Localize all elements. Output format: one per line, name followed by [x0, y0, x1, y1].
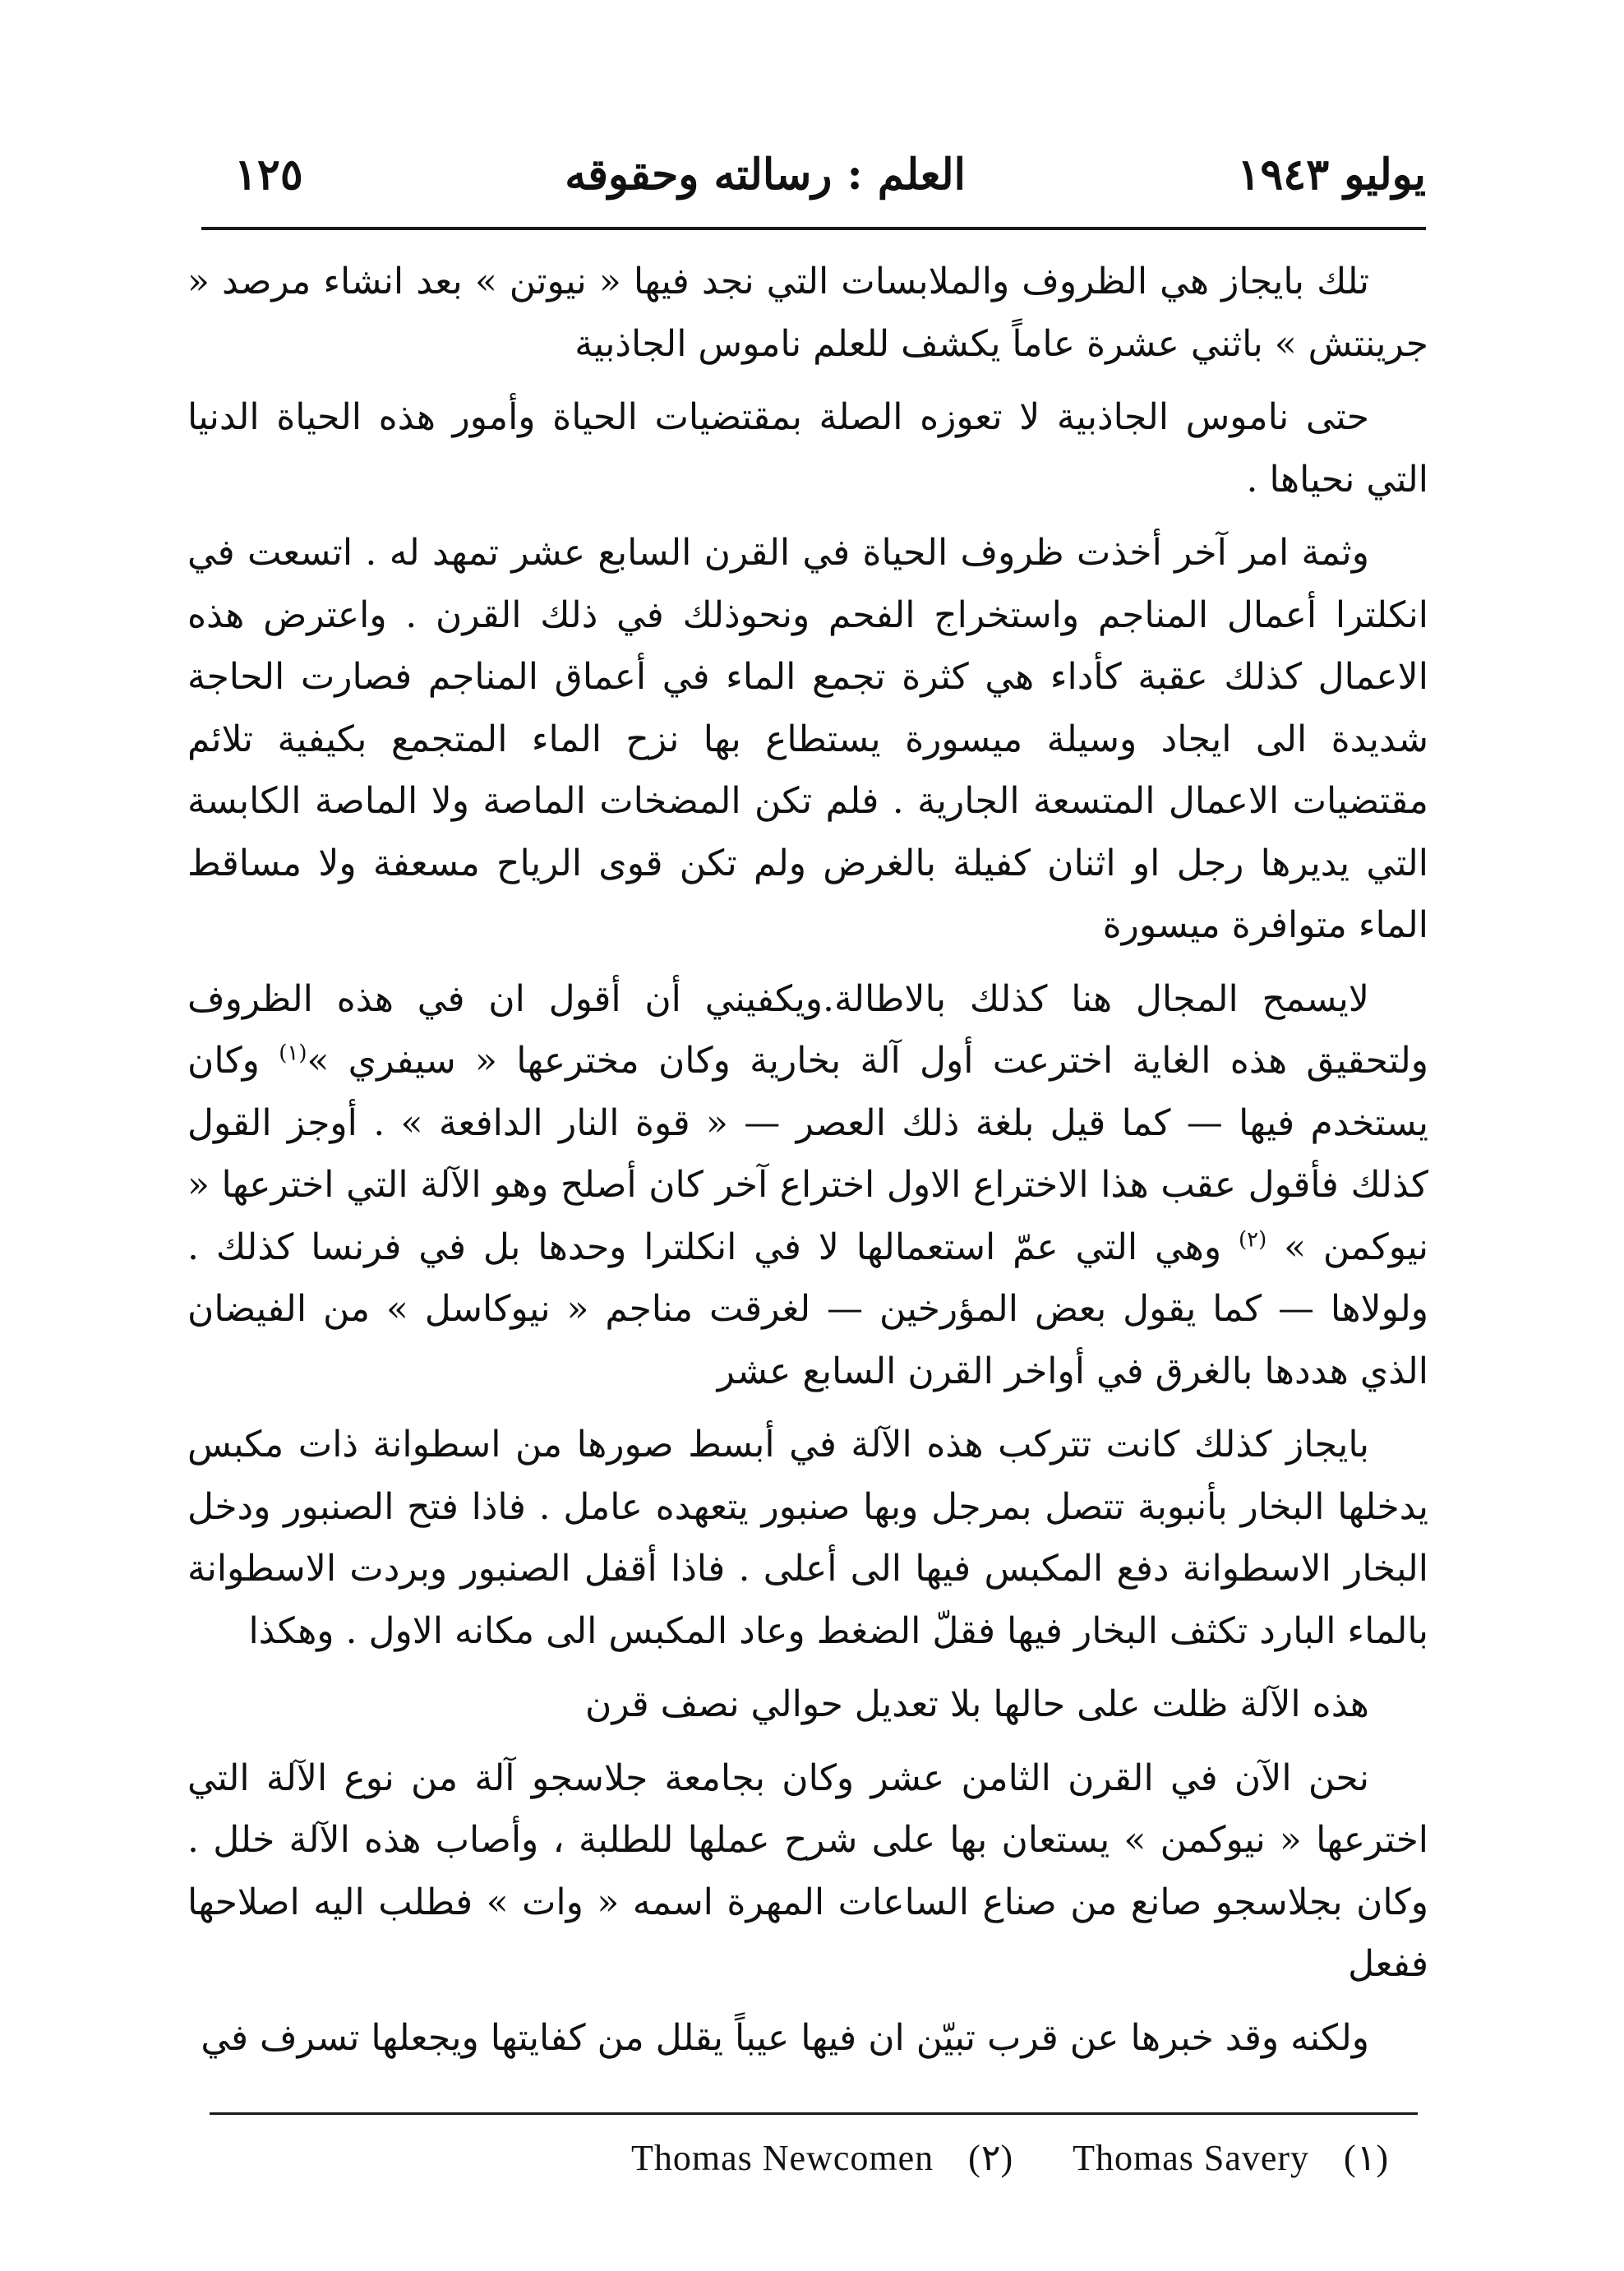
article-body — [187, 251, 1428, 2080]
paragraph: وثمة امر آخر أخذت ظروف الحياة في القرن السابع عشر تمهد له . اتسعت في انكلترا أعمال المناجم واستخراج الفحم ونحوذلك في ذلك القرن . واعترض هذه الاعمال كذلك عقبة كأداء هي كثرة تجمع الماء في أعماق المناجم فصارت الحاجة شديدة الى ايجاد وسيلة ميسورة يستطاع بها نزح الماء المتجمع بكيفية تلائم مقتضيات الاعمال المتسعة الجارية . فلم تكن المضخات الماصة ولا الماصة الكابسة التي يديرها رجل او اثنان كفيلة بالغرض ولم تكن قوى الرياح مسعفة ولا مساقط الماء متوافرة ميسورة — [187, 532, 1428, 946]
page-header — [201, 138, 1426, 212]
paragraph-part: وكان يستخدم فيها — كما قيل بلغة ذلك العصر — « قوة النار الدافعة » . أوجز القول كذلك فأقول عقب هذا الاختراع الاول اختراع آخر كان أصلح وهو الآلة التي اخترعها « نيوكمن » — [187, 1040, 1428, 1268]
paragraph-with-footnotes — [187, 968, 1428, 1403]
header-title: العلم : رسالته وحقوقه — [565, 150, 966, 200]
header-rule — [201, 227, 1426, 230]
paragraph-part: وهي التي عمّ استعمالها لا في انكلترا وحدها بل في فرنسا كذلك . ولولاها — كما يقول بعض المؤرخين — لغرقت مناجم « نيوكاسل » من الفيضان الذي هددها بالغرق في أواخر القرن السابع عشر — [187, 1226, 1428, 1392]
footnote-ref-2: (٢) — [1238, 1226, 1267, 1252]
footnote-1 — [1048, 2138, 1389, 2178]
footnote-2-label: (٢) — [968, 2138, 1014, 2178]
footnote-ref-1: (١) — [279, 1041, 307, 1066]
paragraph: نحن الآن في القرن الثامن عشر وكان بجامعة جلاسجو آلة من نوع الآلة التي اخترعها « نيوكمن » يستعان بها على شرح عملها للطلبة ، وأصاب هذه الآلة خلل . وكان بجلاسجو صانع من صناع الساعات المهرة اسمه « وات » فطلب اليه اصلاحها ففعل — [187, 1756, 1428, 1985]
footnote-2-text: Thomas Newcomen — [631, 2138, 934, 2178]
header-date: يوليو ١٩٤٣ — [1237, 150, 1426, 200]
footnote-rule — [210, 2112, 1418, 2115]
paragraph: ولكنه وقد خبرها عن قرب تبيّن ان فيها عيباً يقلل من كفايتها ويجعلها تسرف في — [201, 2016, 1369, 2059]
paragraph: تلك بايجاز هي الظروف والملابسات التي نجد فيها « نيوتن » بعد انشاء مرصد « جرينتش » باثني عشرة عاماً يكشف للعلم ناموس الجاذبية — [187, 261, 1428, 365]
paragraph: حتى ناموس الجاذبية لا تعوزه الصلة بمقتضيات الحياة وأمور هذه الحياة الدنيا التي نحياها . — [187, 396, 1428, 501]
footnotes — [567, 2137, 1389, 2179]
footnote-1-label: (١) — [1344, 2138, 1389, 2178]
paragraph: بايجاز كذلك كانت تتركب هذه الآلة في أبسط صورها من اسطوانة ذات مكبس يدخلها البخار بأنبوبة تتصل بمرجل وبها صنبور يتعهده عامل . فاذا فتح الصنبور ودخل البخار الاسطوانة دفع المكبس فيها الى أعلى . فاذا أقفل الصنبور وبردت الاسطوانة بالماء البارد تكثف البخار فيها فقلّ الضغط وعاد المكبس الى مكانه الاول . وهكذا — [187, 1424, 1428, 1652]
paragraph-part: لايسمح المجال هنا كذلك بالاطالة.ويكفيني أن أقول ان في هذه الظروف ولتحقيق هذه الغاية اخترعت أول آلة بخارية وكان مخترعها « سيفري » — [187, 977, 1428, 1082]
footnote-2 — [607, 2138, 1013, 2178]
footnote-1-text: Thomas Savery — [1073, 2138, 1310, 2178]
paragraph: هذه الآلة ظلت على حالها بلا تعديل حوالي نصف قرن — [585, 1683, 1369, 1725]
page-number: ١٢٥ — [234, 150, 303, 200]
